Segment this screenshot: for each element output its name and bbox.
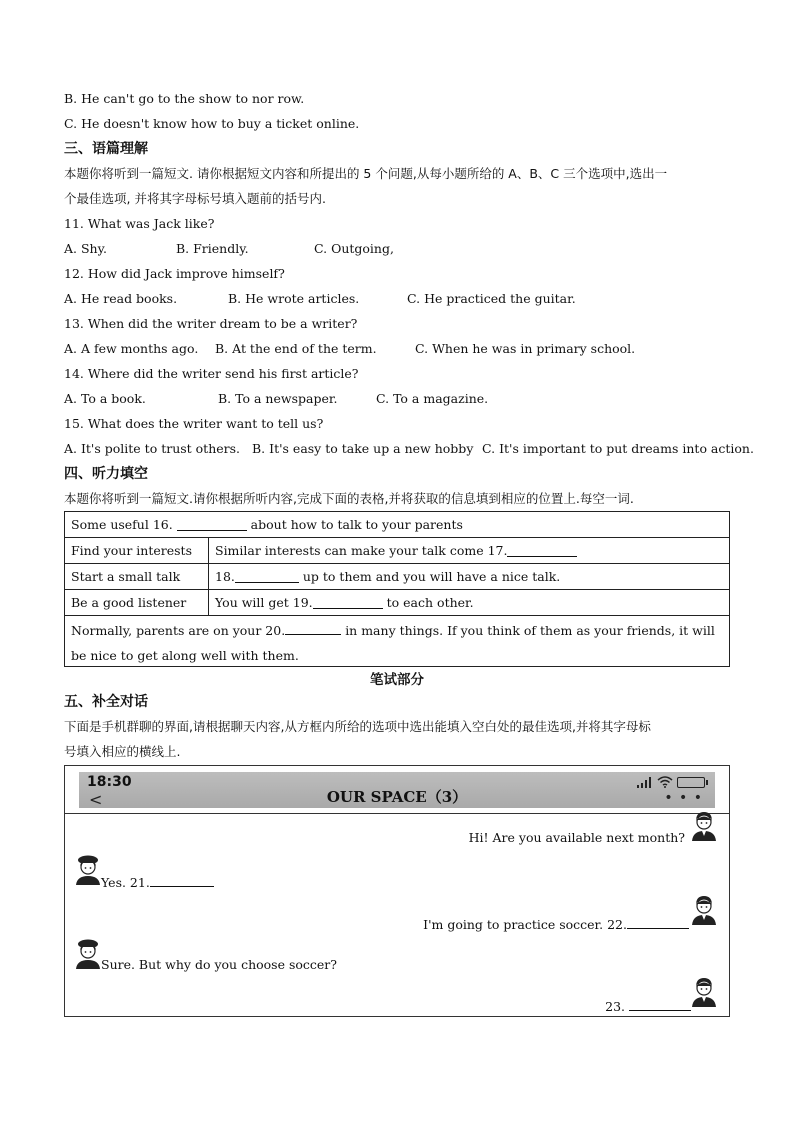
table-cell — [65, 512, 729, 537]
battery-icon — [677, 777, 705, 788]
table-text: up to them and you will have a nice talk. — [302, 569, 561, 584]
section4-instruction: 本题你将听到一篇短文.请你根据所听内容,完成下面的表格,并将获取的信息填到相应的位置上.每空一词. — [64, 491, 634, 506]
q15-option-b: B. It's easy to take up a new hobby — [252, 441, 474, 456]
table-text: Normally, parents are on your 20. — [71, 623, 286, 638]
table-cell — [209, 590, 729, 615]
table-text: 18. — [215, 569, 235, 584]
answer-blank-22[interactable] — [627, 916, 689, 929]
table-row — [65, 538, 729, 564]
chat-message-5-text: 23. — [605, 999, 626, 1014]
table-row — [65, 616, 729, 666]
boy-avatar-icon — [689, 810, 719, 842]
table-row — [65, 512, 729, 538]
girl-avatar-icon — [73, 938, 103, 970]
option-c-prev: C. He doesn't know how to buy a ticket online. — [64, 116, 360, 131]
status-time: 18:30 — [87, 774, 132, 790]
section3-instruction-line2: 个最佳选项, 并将其字母标号填入题前的括号内. — [64, 191, 326, 206]
chat-message-5 — [605, 998, 691, 1014]
q11-option-a: A. Shy. — [64, 241, 107, 256]
header-divider — [65, 813, 729, 814]
chat-message-3 — [423, 916, 689, 932]
section5-instruction-line2: 号填入相应的横线上. — [64, 744, 181, 759]
answer-blank-16[interactable] — [177, 518, 247, 531]
table-text: to each other. — [386, 595, 474, 610]
section5-instruction-line1: 下面是手机群聊的界面,请根据聊天内容,从方框内所给的选项中选出能填入空白处的最佳选项,并将其字母标 — [64, 719, 651, 734]
section3-instruction-line1: 本题你将听到一篇短文. 请你根据短文内容和所提出的 5 个问题,从每小题所给的 A、B、C 三个选项中,选出一 — [64, 166, 668, 181]
q12-option-b: B. He wrote articles. — [228, 291, 360, 306]
question-13: 13. When did the writer dream to be a writer? — [64, 316, 358, 331]
table-cell — [65, 564, 209, 589]
answer-blank-19[interactable] — [313, 596, 383, 609]
section5-heading: 五、补全对话 — [64, 694, 148, 710]
answer-blank-17[interactable] — [507, 544, 577, 557]
q11-option-b: B. Friendly. — [176, 241, 249, 256]
table-text: Find your interests — [71, 543, 192, 558]
q12-option-c: C. He practiced the guitar. — [407, 291, 576, 306]
table-cell — [209, 564, 729, 589]
back-arrow-icon[interactable]: < — [89, 790, 103, 809]
q14-option-c: C. To a magazine. — [376, 391, 489, 406]
q14-option-a: A. To a book. — [64, 391, 146, 406]
table-text: Similar interests can make your talk come 17. — [215, 543, 508, 558]
question-11: 11. What was Jack like? — [64, 216, 215, 231]
question-14: 14. Where did the writer send his first article? — [64, 366, 359, 381]
table-row — [65, 590, 729, 616]
answer-blank-20[interactable] — [285, 622, 341, 635]
table-text: about how to talk to your parents — [250, 517, 463, 532]
listening-table — [64, 511, 730, 667]
q15-option-c: C. It's important to put dreams into action. — [482, 441, 754, 456]
table-cell — [209, 538, 729, 563]
table-text: You will get 19. — [215, 595, 313, 610]
chat-message-2 — [101, 874, 214, 890]
signal-icon — [637, 777, 653, 788]
answer-blank-18[interactable] — [235, 570, 299, 583]
chat-box — [64, 765, 730, 1017]
table-text: Be a good listener — [71, 595, 187, 610]
wifi-icon — [657, 776, 673, 788]
table-text: in many things. If you think of them as your friends, it will be nice to get along well with them. — [71, 623, 715, 663]
chat-title: OUR SPACE（3） — [326, 788, 468, 806]
boy-avatar-icon — [689, 976, 719, 1008]
q13-option-a: A. A few months ago. — [64, 341, 199, 356]
table-cell — [65, 590, 209, 615]
chat-message-1: Hi! Are you available next month? — [468, 830, 685, 845]
q13-option-b: B. At the end of the term. — [215, 341, 377, 356]
q14-option-b: B. To a newspaper. — [218, 391, 338, 406]
table-cell — [65, 538, 209, 563]
chat-message-2-text: Yes. 21. — [101, 875, 150, 890]
written-part-title: 笔试部分 — [370, 672, 424, 688]
answer-blank-23[interactable] — [629, 998, 691, 1011]
q13-option-c: C. When he was in primary school. — [415, 341, 636, 356]
table-text: Start a small talk — [71, 569, 181, 584]
girl-avatar-icon — [73, 854, 103, 886]
table-cell — [65, 616, 729, 666]
chat-message-4: Sure. But why do you choose soccer? — [101, 957, 337, 972]
q15-option-a: A. It's polite to trust others. — [64, 441, 241, 456]
more-options-icon[interactable]: • • • — [664, 790, 703, 806]
q12-option-a: A. He read books. — [64, 291, 178, 306]
chat-message-3-text: I'm going to practice soccer. 22. — [423, 917, 627, 932]
section3-heading: 三、语篇理解 — [64, 141, 148, 157]
table-text: Some useful 16. — [71, 517, 173, 532]
q11-option-c: C. Outgoing, — [314, 241, 394, 256]
table-row — [65, 564, 729, 590]
phone-header — [79, 772, 715, 808]
answer-blank-21[interactable] — [150, 874, 214, 887]
section4-heading: 四、听力填空 — [64, 466, 148, 482]
status-icons — [637, 776, 705, 788]
question-15: 15. What does the writer want to tell us? — [64, 416, 324, 431]
boy-avatar-icon — [689, 894, 719, 926]
option-b-prev: B. He can't go to the show to nor row. — [64, 91, 305, 106]
question-12: 12. How did Jack improve himself? — [64, 266, 285, 281]
